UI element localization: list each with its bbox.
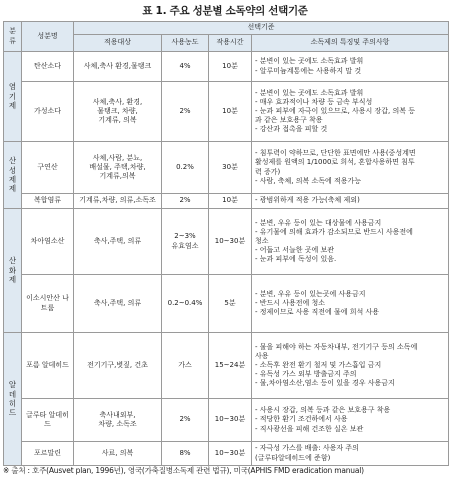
concentration-cell: 4%: [162, 52, 209, 82]
time-cell: 15~24분: [209, 333, 252, 399]
target-cell: 축사내외부, 차량, 소독조: [74, 399, 162, 442]
features-cell: - 사용시 장갑, 의복 등과 같은 보호용구 착용 - 적당한 환기 조건하에서 사용 - 직사광선을 피해 건조한 실온 보관: [252, 399, 449, 442]
time-cell: 10분: [209, 52, 252, 82]
time-cell: 10분: [209, 194, 252, 209]
header-ingredient: 성분명: [22, 22, 74, 52]
table-row: [4, 82, 449, 142]
concentration-cell: 2%: [162, 399, 209, 442]
header-target: 적용대상: [74, 35, 162, 52]
concentration-cell: 0.2~0.4%: [162, 275, 209, 333]
target-cell: 기계류,차량, 의류,소독조: [74, 194, 162, 209]
features-cell: - 자극성 가스를 배출: 사용자 주의 (글루타알데히드에 준함): [252, 442, 449, 466]
ingredient-name: 글루타 알데히드: [22, 399, 74, 442]
concentration-cell: 0.2%: [162, 142, 209, 194]
ingredient-name: 가성소다: [22, 82, 74, 142]
target-cell: 사체,축사 환경,물탱크: [74, 52, 162, 82]
concentration-cell: 2%: [162, 82, 209, 142]
time-cell: 10분: [209, 82, 252, 142]
table-row: [4, 52, 449, 82]
features-cell: - 분변이 있는 곳에도 소독효과 발휘 - 알루미늄계통에는 사용하지 말 것: [252, 52, 449, 82]
ingredient-name: 포름 알데히드: [22, 333, 74, 399]
target-cell: 전기기구,볏짚, 건초: [74, 333, 162, 399]
target-cell: 사료, 의복: [74, 442, 162, 466]
table-row: [4, 399, 449, 442]
time-cell: 10~30분: [209, 399, 252, 442]
concentration-cell: 2%: [162, 194, 209, 209]
concentration-cell: 2~3% 유효염소: [162, 209, 209, 275]
table-row: [4, 142, 449, 194]
ingredient-name: 복합염류: [22, 194, 74, 209]
header-selection-criteria: 선택기준: [74, 22, 449, 35]
group-label-aldehyde: 알 데 히 드: [4, 333, 22, 466]
header-classification: 분류: [4, 22, 22, 52]
table-row: [4, 275, 449, 333]
group-label-acid: 산 성 제 제: [4, 142, 22, 209]
features-cell: - 광범위하게 적용 가능(축체 제외): [252, 194, 449, 209]
ingredient-name: 구연산: [22, 142, 74, 194]
target-cell: 축사,주택, 의류: [74, 209, 162, 275]
table-title: 표 1. 주요 성분별 소독약의 선택기준: [142, 5, 308, 17]
target-cell: 축사,주택, 의류: [74, 275, 162, 333]
table-row: [4, 442, 449, 466]
features-cell: - 분변, 우유 등이 있는 대상물에 사용금지 - 유기물에 의해 효과가 감소되므로 반드시 사용전에 청소 - 어둡고 서늘한 곳에 보관 - 눈과 피부에 독성이 있음.: [252, 209, 449, 275]
source-footnote: ※ 출처 : 호주(Ausvet plan, 1996년), 영국(가축질병소독제 관련 법규), 미국(APHIS FMD eradication manual): [3, 466, 364, 475]
group-label-oxidizer: 산 화 제: [4, 209, 22, 333]
table-row: [4, 209, 449, 275]
target-cell: 사체,축사, 환경, 물탱크, 차량, 기계류, 의복: [74, 82, 162, 142]
target-cell: 사체,사람, 분뇨, 배설물, 주택,차량, 기계류,의복: [74, 142, 162, 194]
time-cell: 5분: [209, 275, 252, 333]
features-cell: - 물을 피해야 하는 자동차내부, 전기기구 등의 소독에 사용 - 소독후 완전 환기 철저 및 가스흡입 금지 - 유독성 가스 외부 방출금지 주의 - 물,차아염소산,염소 등이 있을 경우 사용금지: [252, 333, 449, 399]
header-concentration: 사용농도: [162, 35, 209, 52]
disinfectant-table: [3, 21, 449, 466]
time-cell: 10~30분: [209, 209, 252, 275]
ingredient-name: 이소시안산 나트륨: [22, 275, 74, 333]
features-cell: - 분변이 있는 곳에도 소독효과 발휘 - 매우 효과적이나 차량 등 금속 부식성 - 눈과 피부에 자극이 있으므로, 사용시 장갑, 의복 등 과 같은 보호용구 착용 - 강산과 접촉을 피할 것: [252, 82, 449, 142]
concentration-cell: 8%: [162, 442, 209, 466]
ingredient-name: 차아염소산: [22, 209, 74, 275]
header-features: 소독제의 특징및 주의사항: [252, 35, 449, 52]
time-cell: 10~30분: [209, 442, 252, 466]
table-row: [4, 194, 449, 209]
ingredient-name: 탄산소다: [22, 52, 74, 82]
group-label-base: 염 기 제: [4, 52, 22, 142]
table-row: [4, 333, 449, 399]
time-cell: 30분: [209, 142, 252, 194]
features-cell: - 분변, 우유 등이 있는곳에 사용금지 - 반드시 사용전에 청소 - 정제이므로 사용 직전에 물에 희석 사용: [252, 275, 449, 333]
ingredient-name: 포르말린: [22, 442, 74, 466]
features-cell: - 침투력이 약하므로, 단단한 표면에만 사용(중성계면 활성제를 원액의 1/1000로 희석, 혼합사용하면 침투 력 증가) - 사람, 축체, 의복 소독에 적용가능: [252, 142, 449, 194]
header-time: 작용시간: [209, 35, 252, 52]
concentration-cell: 가스: [162, 333, 209, 399]
